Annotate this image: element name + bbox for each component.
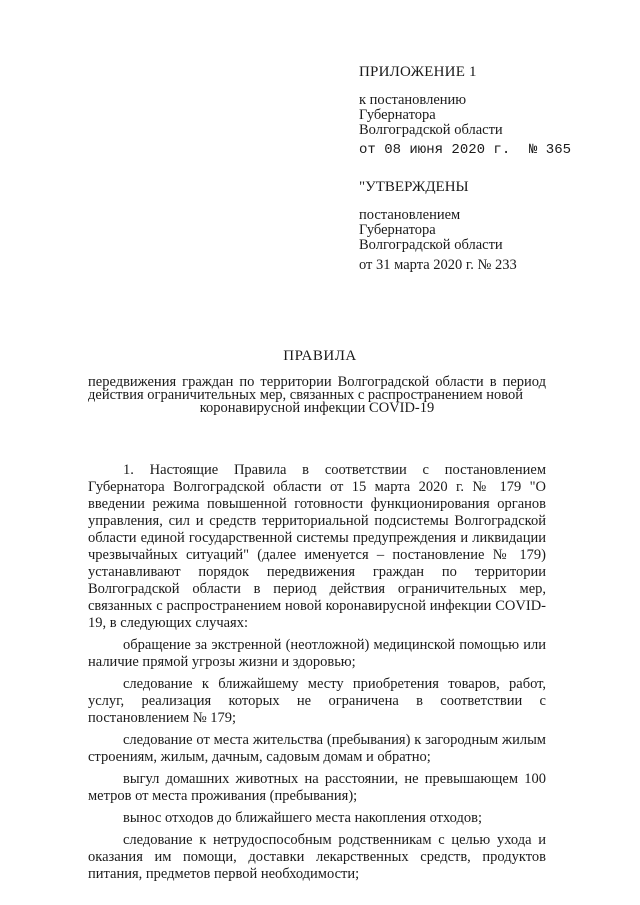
appendix-line: Губернатора <box>359 107 436 123</box>
list-item: вынос отходов до ближайшего места накопления отходов; <box>123 810 482 826</box>
approved-line: постановлением <box>359 207 461 223</box>
list-item: обращение за экстренной (неотложной) медицинской помощью или наличие прямой угрозы жизни и здоровью; <box>88 637 546 670</box>
list-item: следование к нетрудоспособным родственникам с целью ухода и оказания им помощи, доставки лекарственных средств, продуктов питания, предметов первой необходимости; <box>88 832 546 882</box>
approved-line: Губернатора <box>359 222 436 238</box>
appendix-title: ПРИЛОЖЕНИЕ 1 <box>359 64 477 80</box>
approved-line: Волгоградской области <box>359 237 503 253</box>
subtitle-line: коронавирусной инфекции COVID-19 <box>199 400 435 416</box>
appendix-line: к постановлению <box>359 92 467 108</box>
approved-title: "УТВЕРЖДЕНЫ <box>359 179 469 195</box>
approved-reference <box>359 208 503 253</box>
subtitle-line: передвижения граждан по территории Волгоградской области в период действия ограничительных мер, связанных с распространением новой <box>88 374 546 403</box>
list-item: следование от места жительства (пребывания) к загородным жилым строениям, жилым, дачным, садовым домам и обратно; <box>88 732 546 765</box>
appendix-line: Волгоградской области <box>359 122 503 138</box>
list-item: выгул домашних животных на расстоянии, не превышающем 100 метров от места проживания (пребывания); <box>88 771 546 804</box>
approved-date: от 31 марта 2020 г. № 233 <box>359 257 517 273</box>
rules-body <box>88 462 546 888</box>
rules-title: ПРАВИЛА <box>283 348 357 364</box>
appendix-date-line <box>359 143 579 158</box>
appendix-date: от 08 июня 2020 г. <box>359 142 511 158</box>
rules-subtitle <box>88 376 546 415</box>
list-item: следование к ближайшему месту приобретения товаров, работ, услуг, реализация которых не ограничена в соответствии с постановлением № 179; <box>88 676 546 726</box>
appendix-reference <box>359 93 503 138</box>
paragraph-1: 1. Настоящие Правила в соответствии с постановлением Губернатора Волгоградской области от 15 марта 2020 г. № 179 "О введении режима повышенной готовности функционирования органов управления, сил и средств территориальной подсистемы Волгоградской области единой государственной системы предупреждения и ликвидации чрезвычайных ситуаций" (далее именуется – постановление № 179) устанавливают порядок передвижения граждан по территории Волгоградской области в период действия ограничительных мер, связанных с распространением новой коронавирусной инфекции COVID-19, в следующих случаях: <box>88 462 546 631</box>
appendix-number: № 365 <box>529 142 572 158</box>
